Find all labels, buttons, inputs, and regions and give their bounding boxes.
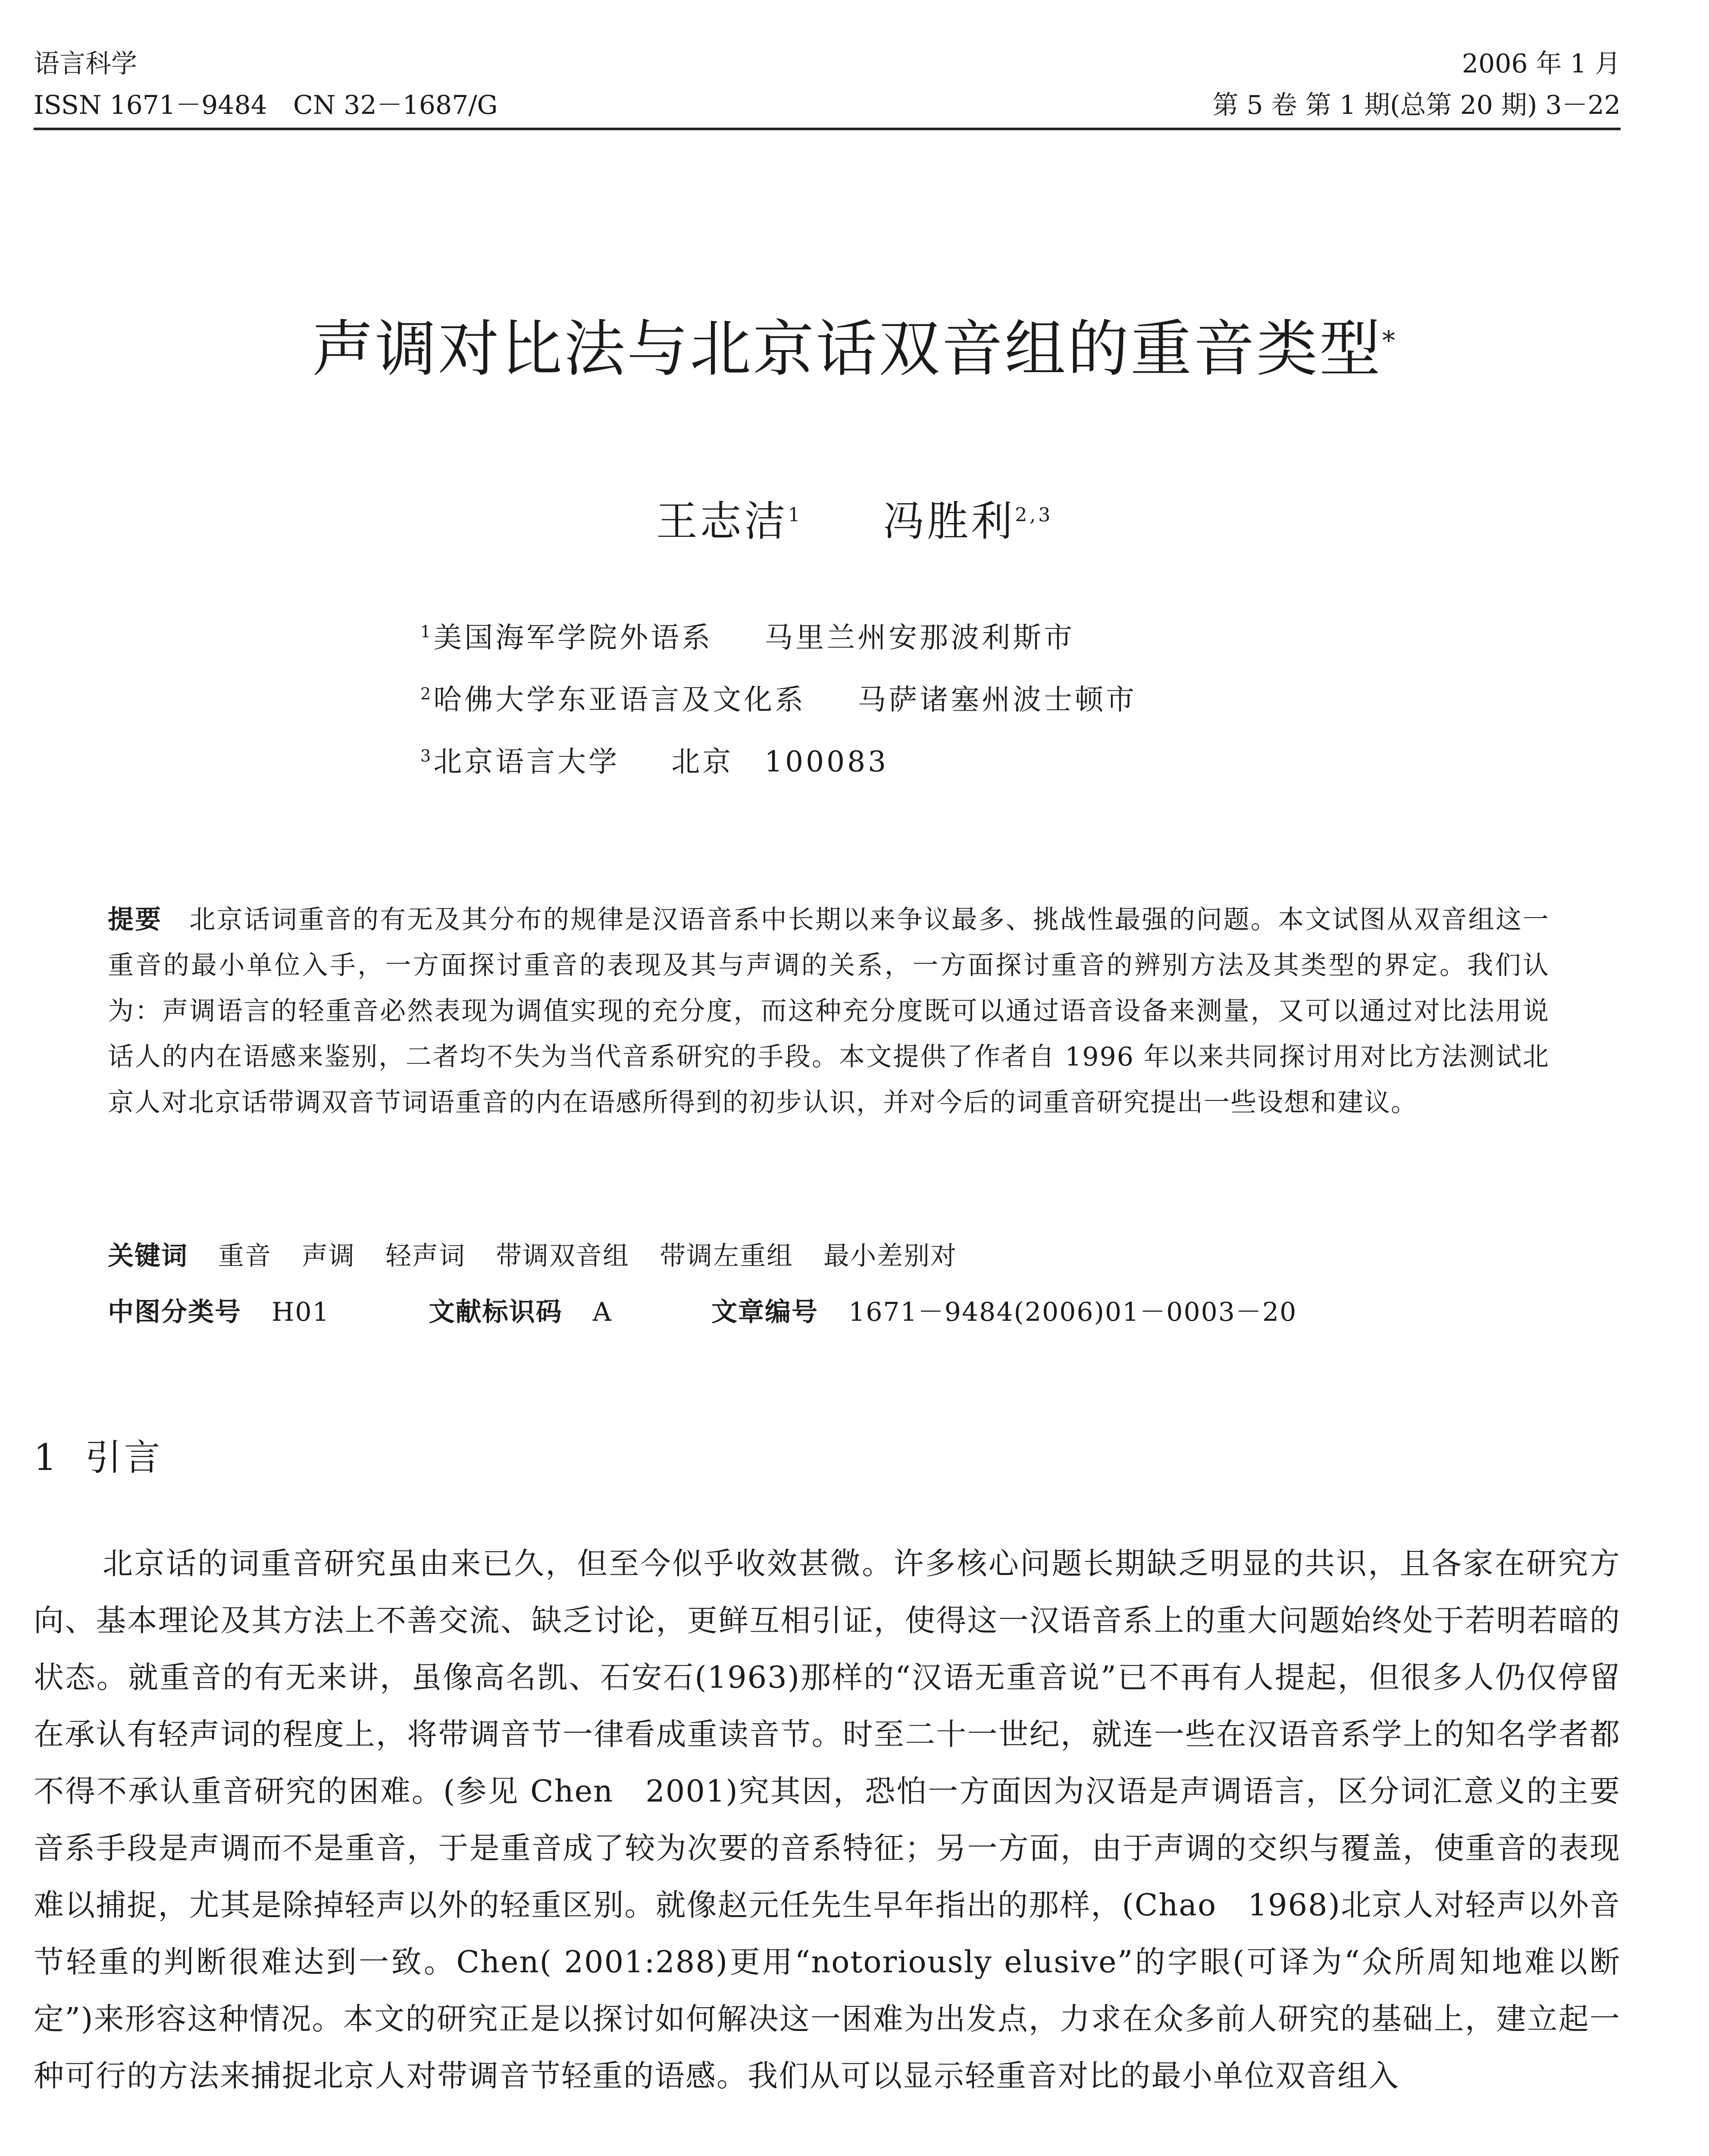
affiliation-org: 美国海军学院外语系 [433, 621, 713, 654]
author [656, 497, 803, 545]
author-name: 冯胜利 [883, 497, 1015, 545]
author-list [0, 487, 1709, 549]
keyword: 最小差别对 [823, 1241, 957, 1271]
author-affiliation-mark: 2,3 [1015, 504, 1053, 526]
keyword: 轻声词 [385, 1241, 466, 1271]
classification-row [108, 1289, 1297, 1335]
clc-value: H01 [272, 1297, 330, 1327]
author-affiliation-mark: 1 [788, 504, 803, 526]
section-title: 引言 [85, 1436, 163, 1479]
keywords [108, 1233, 957, 1279]
affiliation-city: 马里兰州安那波利斯市 [764, 621, 1075, 654]
issn-line: ISSN 1671－9484 CN 32－1687/G [34, 90, 498, 120]
header-left [34, 43, 498, 126]
affiliation-city: 马萨诸塞州波士顿市 [858, 683, 1137, 716]
article-title [0, 302, 1709, 388]
issue-date: 2006 年 1 月 [1462, 49, 1621, 79]
abstract-text: 北京话词重音的有无及其分布的规律是汉语音系中长期以来争议最多、挑战性最强的问题。本文试图从双音组这一重音的最小单位入手，一方面探讨重音的表现及其与声调的关系，一方面探讨重音的辨别方法及其类型的界定。我们认为：声调语言的轻重音必然表现为调值实现的充分度，而这种充分度既可以通过语音设备来测量，又可以通过对比法用说话人的内在语感来鉴别，二者均不失为当代音系研究的手段。本文提供了作者自 1996 年以来共同探讨用对比方法测试北京人对北京话带调双音节词语重音的内在语感所得到的初步认识，并对今后的词重音研究提出一些设想和建议。 [108, 905, 1550, 1118]
affiliation [420, 604, 1137, 666]
clc-label: 中图分类号 [108, 1297, 241, 1327]
title-text: 声调对比法与北京话双音组的重音类型 [312, 313, 1382, 385]
affiliation [420, 728, 1137, 790]
affiliation-org: 北京语言大学 [433, 745, 620, 778]
abstract-label: 提要 [108, 905, 163, 935]
keyword: 重音 [218, 1241, 272, 1271]
section-number: 1 [34, 1436, 59, 1479]
abstract [108, 897, 1549, 1125]
keywords-label: 关键词 [108, 1241, 188, 1271]
doc-code-label: 文献标识码 [429, 1297, 563, 1327]
header-rule [34, 128, 1621, 130]
article-id-label: 文章编号 [711, 1297, 819, 1327]
affiliation-mark: 2 [420, 684, 434, 703]
affiliation-org: 哈佛大学东亚语言及文化系 [433, 683, 806, 716]
affiliation-mark: 3 [420, 746, 434, 765]
header-right [1212, 43, 1621, 126]
affiliation [420, 666, 1137, 728]
article-id-value: 1671－9484(2006)01－0003－20 [848, 1297, 1297, 1327]
affiliation-city: 北京 100083 [671, 745, 889, 778]
author-name: 王志洁 [656, 497, 788, 545]
keyword: 带调双音组 [496, 1241, 629, 1271]
journal-name: 语言科学 [34, 49, 137, 79]
author [883, 497, 1053, 545]
section-heading [34, 1432, 163, 1483]
keyword: 声调 [302, 1241, 355, 1271]
keyword: 带调左重组 [660, 1241, 793, 1271]
issue-line: 第 5 卷 第 1 期(总第 20 期) 3－22 [1212, 90, 1621, 120]
doc-code-value: A [592, 1297, 613, 1327]
body-paragraph: 北京话的词重音研究虽由来已久，但至今似乎收效甚微。许多核心问题长期缺乏明显的共识，且各家在研究方向、基本理论及其方法上不善交流、缺乏讨论，更鲜互相引证，使得这一汉语音系上的重大问题始终处于若明若暗的状态。就重音的有无来讲，虽像高名凯、石安石(1963)那样的“汉语无重音说”已不再有人提起，但很多人仍仅停留在承认有轻声词的程度上，将带调音节一律看成重读音节。时至二十一世纪，就连一些在汉语音系学上的知名学者都不得不承认重音研究的困难。(参见 Chen 2001)究其因，恐怕一方面因为汉语是声调语言，区分词汇意义的主要音系手段是声调而不是重音，于是重音成了较为次要的音系特征；另一方面，由于声调的交织与覆盖，使重音的表现难以捕捉，尤其是除掉轻声以外的轻重区别。就像赵元任先生早年指出的那样，(Chao 1968)北京人对轻声以外音节轻重的判断很难达到一致。Chen( 2001:288)更用“notoriously elusive”的字眼(可译为“众所周知地难以断定”)来形容这种情况。本文的研究正是以探讨如何解决这一困难为出发点，力求在众多前人研究的基础上，建立起一种可行的方法来捕捉北京人对带调音节轻重的语感。我们从可以显示轻重音对比的最小单位双音组入 [34, 1546, 1621, 2093]
affiliation-mark: 1 [420, 622, 434, 641]
affiliation-list [420, 604, 1137, 790]
title-footnote-mark: * [1382, 326, 1397, 356]
